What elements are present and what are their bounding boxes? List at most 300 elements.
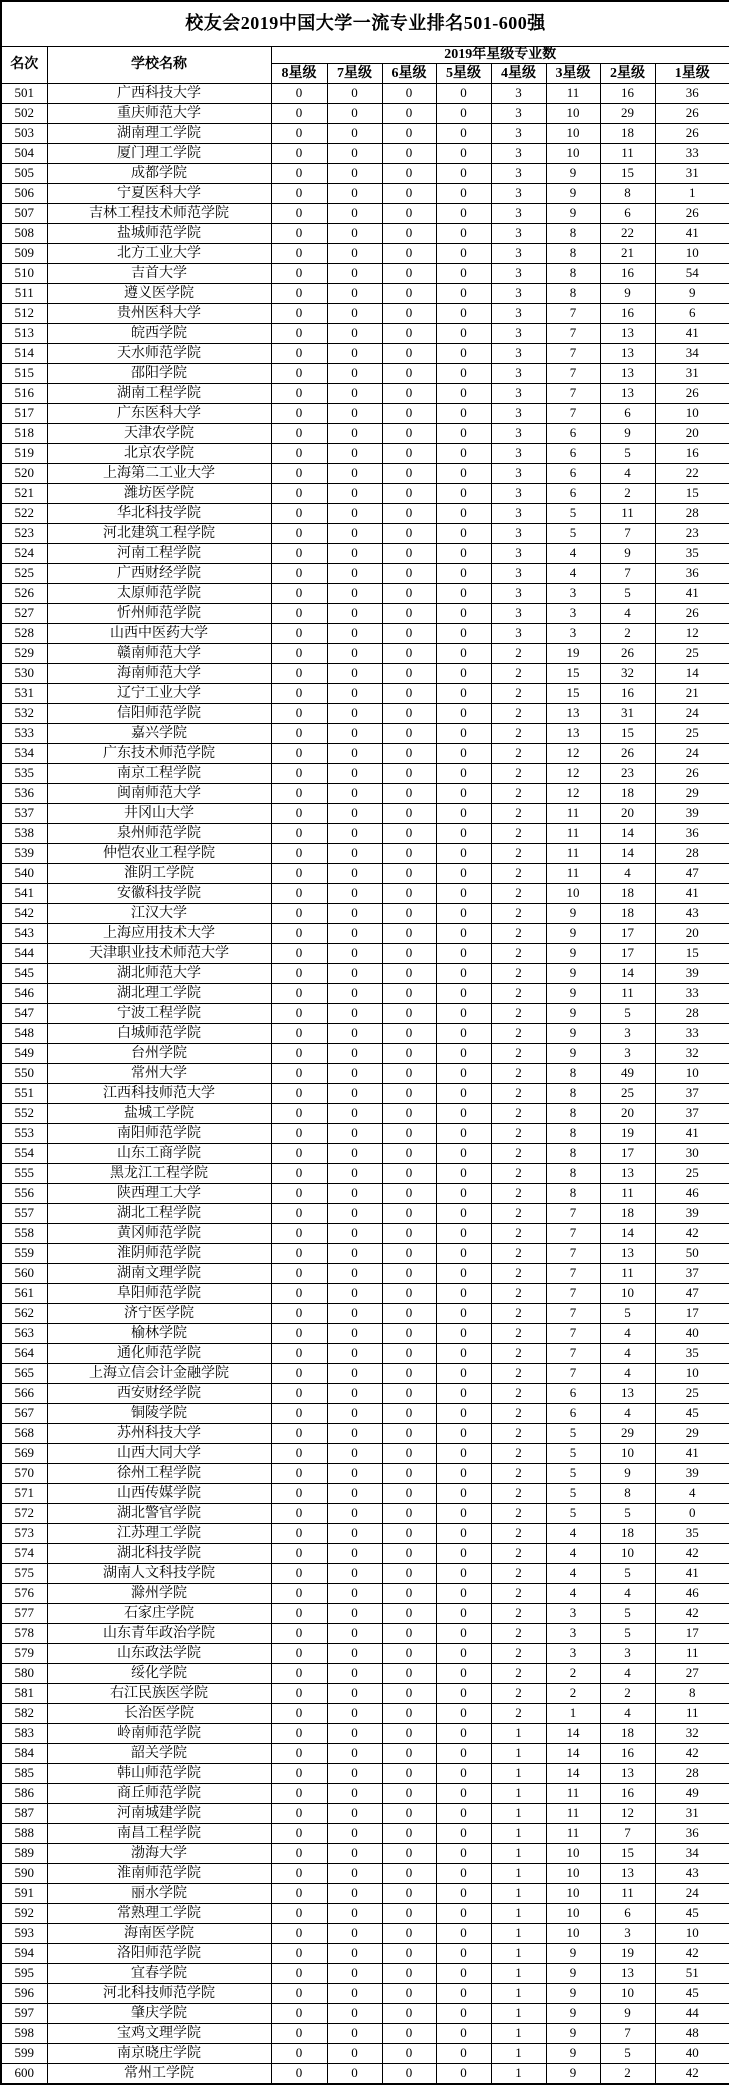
- school-name-cell: 海南师范大学: [47, 664, 271, 684]
- star-count-cell: 2: [491, 1004, 546, 1024]
- star-count-cell: 0: [436, 504, 491, 524]
- star-count-cell: 5: [600, 1604, 655, 1624]
- star-count-cell: 3: [491, 164, 546, 184]
- table-row: [1, 1724, 729, 1744]
- star-count-cell: 0: [382, 1924, 436, 1944]
- star-count-cell: 0: [382, 2024, 436, 2044]
- rank-cell: 593: [1, 1924, 47, 1944]
- table-row: [1, 324, 729, 344]
- star-count-cell: 0: [271, 1224, 327, 1244]
- star-count-cell: 0: [382, 1704, 436, 1724]
- school-name-cell: 石家庄学院: [47, 1604, 271, 1624]
- star-count-cell: 36: [655, 564, 729, 584]
- star-count-cell: 4: [600, 1404, 655, 1424]
- star-count-cell: 2: [491, 964, 546, 984]
- star-count-cell: 0: [436, 1864, 491, 1884]
- star-count-cell: 7: [546, 1264, 600, 1284]
- rank-cell: 505: [1, 164, 47, 184]
- star-count-cell: 0: [271, 444, 327, 464]
- star-count-cell: 0: [382, 1464, 436, 1484]
- star-count-cell: 0: [436, 1024, 491, 1044]
- star-count-cell: 0: [271, 84, 327, 104]
- star-count-cell: 10: [546, 104, 600, 124]
- star-count-cell: 0: [327, 264, 382, 284]
- star-count-cell: 0: [327, 564, 382, 584]
- school-name-cell: 黄冈师范学院: [47, 1224, 271, 1244]
- star-count-cell: 0: [327, 1624, 382, 1644]
- star-count-cell: 50: [655, 1244, 729, 1264]
- table-row: [1, 1404, 729, 1424]
- star-count-cell: 0: [271, 1104, 327, 1124]
- star-count-cell: 0: [436, 424, 491, 444]
- star-count-cell: 1: [491, 1844, 546, 1864]
- star-count-cell: 0: [436, 1564, 491, 1584]
- star-count-cell: 0: [436, 2044, 491, 2064]
- star-count-cell: 32: [600, 664, 655, 684]
- star-count-cell: 5: [600, 2044, 655, 2064]
- star-count-cell: 10: [655, 244, 729, 264]
- star-count-cell: 1: [491, 1924, 546, 1944]
- star-count-cell: 0: [382, 244, 436, 264]
- star-count-cell: 2: [491, 744, 546, 764]
- star-count-cell: 21: [655, 684, 729, 704]
- star-count-cell: 0: [382, 444, 436, 464]
- star-count-cell: 0: [382, 404, 436, 424]
- school-name-cell: 广东医科大学: [47, 404, 271, 424]
- star-count-cell: 0: [327, 1764, 382, 1784]
- star-count-cell: 3: [491, 624, 546, 644]
- star-count-cell: 13: [600, 1864, 655, 1884]
- star-count-cell: 0: [271, 2024, 327, 2044]
- rank-cell: 531: [1, 684, 47, 704]
- star-count-cell: 0: [436, 404, 491, 424]
- table-row: [1, 1124, 729, 1144]
- star-count-cell: 29: [600, 1424, 655, 1444]
- star-count-cell: 0: [382, 1144, 436, 1164]
- star-count-cell: 0: [436, 184, 491, 204]
- star-count-cell: 5: [546, 1464, 600, 1484]
- star-count-cell: 40: [655, 2044, 729, 2064]
- star-count-cell: 0: [271, 1144, 327, 1164]
- star-count-cell: 0: [271, 1004, 327, 1024]
- school-name-cell: 嘉兴学院: [47, 724, 271, 744]
- star-count-cell: 0: [436, 1904, 491, 1924]
- star-count-cell: 0: [327, 324, 382, 344]
- school-name-cell: 陕西理工大学: [47, 1184, 271, 1204]
- star-count-cell: 19: [546, 644, 600, 664]
- star-count-cell: 2: [491, 1144, 546, 1164]
- star-count-cell: 2: [491, 1464, 546, 1484]
- star-count-cell: 0: [382, 1424, 436, 1444]
- star-count-cell: 7: [546, 344, 600, 364]
- star-count-cell: 0: [327, 1904, 382, 1924]
- rank-cell: 579: [1, 1644, 47, 1664]
- star-count-cell: 13: [546, 704, 600, 724]
- star-count-cell: 48: [655, 2024, 729, 2044]
- table-row: [1, 1464, 729, 1484]
- star-count-cell: 0: [327, 404, 382, 424]
- star-count-cell: 25: [600, 1084, 655, 1104]
- star-count-cell: 7: [600, 2024, 655, 2044]
- star-count-cell: 0: [436, 1504, 491, 1524]
- star-count-cell: 3: [491, 304, 546, 324]
- star-count-cell: 16: [600, 1744, 655, 1764]
- star-count-cell: 0: [327, 724, 382, 744]
- star-count-cell: 0: [327, 1884, 382, 1904]
- star-count-cell: 2: [491, 1364, 546, 1384]
- star-count-cell: 18: [600, 124, 655, 144]
- rank-cell: 513: [1, 324, 47, 344]
- table-row: [1, 944, 729, 964]
- star-count-cell: 0: [436, 1244, 491, 1264]
- star-count-cell: 0: [271, 144, 327, 164]
- star-count-cell: 9: [546, 184, 600, 204]
- star-count-cell: 0: [271, 964, 327, 984]
- star-count-cell: 18: [600, 1524, 655, 1544]
- rank-cell: 534: [1, 744, 47, 764]
- table-row: [1, 1544, 729, 1564]
- star-count-cell: 11: [546, 1784, 600, 1804]
- star-count-cell: 0: [382, 1604, 436, 1624]
- rank-cell: 532: [1, 704, 47, 724]
- star-count-cell: 2: [491, 1044, 546, 1064]
- star-count-cell: 18: [600, 1724, 655, 1744]
- star-count-cell: 14: [600, 824, 655, 844]
- star-count-cell: 0: [382, 644, 436, 664]
- star-count-cell: 2: [491, 884, 546, 904]
- star-count-cell: 0: [327, 1204, 382, 1224]
- star-count-cell: 10: [546, 144, 600, 164]
- star-count-cell: 41: [655, 324, 729, 344]
- table-row: [1, 1364, 729, 1384]
- table-row: [1, 964, 729, 984]
- star-count-cell: 0: [327, 784, 382, 804]
- table-row: [1, 624, 729, 644]
- star-count-cell: 0: [382, 304, 436, 324]
- star-count-cell: 15: [546, 684, 600, 704]
- school-name-cell: 山东工商学院: [47, 1144, 271, 1164]
- star-count-cell: 3: [491, 324, 546, 344]
- star-count-cell: 3: [546, 624, 600, 644]
- school-name-cell: 河南工程学院: [47, 544, 271, 564]
- star-count-cell: 1: [491, 1964, 546, 1984]
- star-count-cell: 2: [491, 1644, 546, 1664]
- star-count-cell: 3: [491, 444, 546, 464]
- school-name-cell: 河南城建学院: [47, 1804, 271, 1824]
- table-row: [1, 1344, 729, 1364]
- star-count-cell: 8: [655, 1684, 729, 1704]
- star-count-cell: 2: [491, 1124, 546, 1144]
- rank-cell: 509: [1, 244, 47, 264]
- star-count-cell: 2: [491, 904, 546, 924]
- star-count-cell: 0: [327, 1924, 382, 1944]
- rank-cell: 542: [1, 904, 47, 924]
- star-count-cell: 28: [655, 1004, 729, 1024]
- star-count-cell: 0: [436, 484, 491, 504]
- star-count-cell: 0: [271, 884, 327, 904]
- star-count-cell: 11: [600, 984, 655, 1004]
- star-count-cell: 0: [382, 1864, 436, 1884]
- star-count-cell: 0: [436, 844, 491, 864]
- table-row: [1, 1984, 729, 2004]
- table-row: [1, 1944, 729, 1964]
- star-count-cell: 2: [491, 764, 546, 784]
- table-row: [1, 1804, 729, 1824]
- table-row: [1, 1004, 729, 1024]
- rank-cell: 591: [1, 1884, 47, 1904]
- star-count-cell: 45: [655, 1984, 729, 2004]
- star-count-cell: 0: [382, 1984, 436, 2004]
- star-count-cell: 0: [271, 524, 327, 544]
- star-count-cell: 6: [546, 424, 600, 444]
- star-count-cell: 26: [655, 204, 729, 224]
- star-count-cell: 0: [382, 744, 436, 764]
- col-header-rank: 名次: [1, 47, 47, 84]
- star-count-cell: 8: [546, 244, 600, 264]
- star-count-cell: 2: [491, 844, 546, 864]
- star-count-cell: 0: [327, 1744, 382, 1764]
- star-count-cell: 2: [491, 1184, 546, 1204]
- school-name-cell: 济宁医学院: [47, 1304, 271, 1324]
- star-count-cell: 0: [327, 624, 382, 644]
- star-count-cell: 5: [600, 1304, 655, 1324]
- star-count-cell: 0: [436, 764, 491, 784]
- star-count-cell: 0: [271, 1764, 327, 1784]
- star-count-cell: 2: [600, 624, 655, 644]
- table-row: [1, 984, 729, 1004]
- table-row: [1, 1104, 729, 1124]
- star-count-cell: 0: [436, 1624, 491, 1644]
- star-count-cell: 0: [327, 1544, 382, 1564]
- star-count-cell: 0: [382, 2064, 436, 2084]
- star-count-cell: 0: [382, 344, 436, 364]
- star-count-cell: 0: [327, 904, 382, 924]
- star-count-cell: 2: [491, 1104, 546, 1124]
- table-row: [1, 84, 729, 104]
- star-count-cell: 0: [436, 544, 491, 564]
- rank-cell: 590: [1, 1864, 47, 1884]
- star-count-cell: 34: [655, 1844, 729, 1864]
- star-count-cell: 0: [327, 1044, 382, 1064]
- star-count-cell: 4: [600, 464, 655, 484]
- rank-cell: 510: [1, 264, 47, 284]
- table-row: [1, 744, 729, 764]
- star-count-cell: 0: [382, 1484, 436, 1504]
- star-count-cell: 0: [436, 2064, 491, 2084]
- rank-cell: 514: [1, 344, 47, 364]
- star-count-cell: 0: [271, 1924, 327, 1944]
- star-count-cell: 0: [271, 1424, 327, 1444]
- star-count-cell: 0: [382, 1384, 436, 1404]
- star-count-cell: 2: [491, 1024, 546, 1044]
- school-name-cell: 榆林学院: [47, 1324, 271, 1344]
- star-count-cell: 9: [546, 1044, 600, 1064]
- star-count-cell: 45: [655, 1404, 729, 1424]
- rank-cell: 501: [1, 84, 47, 104]
- star-count-cell: 9: [546, 964, 600, 984]
- star-count-cell: 0: [271, 724, 327, 744]
- star-count-cell: 0: [382, 564, 436, 584]
- table-row: [1, 924, 729, 944]
- table-row: [1, 1424, 729, 1444]
- star-count-cell: 0: [271, 864, 327, 884]
- star-count-cell: 0: [436, 824, 491, 844]
- star-count-cell: 0: [655, 1504, 729, 1524]
- star-count-cell: 0: [327, 1264, 382, 1284]
- school-name-cell: 河北建筑工程学院: [47, 524, 271, 544]
- star-count-cell: 2: [491, 1164, 546, 1184]
- star-count-cell: 0: [382, 424, 436, 444]
- rank-cell: 586: [1, 1784, 47, 1804]
- star-count-cell: 2: [491, 1584, 546, 1604]
- rank-cell: 563: [1, 1324, 47, 1344]
- star-count-cell: 28: [655, 844, 729, 864]
- star-count-cell: 0: [382, 1884, 436, 1904]
- star-count-cell: 0: [436, 664, 491, 684]
- star-count-cell: 25: [655, 1164, 729, 1184]
- school-name-cell: 华北科技学院: [47, 504, 271, 524]
- star-count-cell: 0: [436, 104, 491, 124]
- star-count-cell: 4: [600, 604, 655, 624]
- star-count-cell: 3: [491, 584, 546, 604]
- star-count-cell: 5: [600, 1504, 655, 1524]
- rank-cell: 573: [1, 1524, 47, 1544]
- table-row: [1, 1044, 729, 1064]
- star-count-cell: 5: [600, 1564, 655, 1584]
- table-row: [1, 1644, 729, 1664]
- star-count-cell: 0: [436, 704, 491, 724]
- star-count-cell: 7: [546, 1284, 600, 1304]
- star-count-cell: 2: [491, 1664, 546, 1684]
- rank-cell: 547: [1, 1004, 47, 1024]
- star-count-cell: 0: [436, 364, 491, 384]
- star-count-cell: 0: [382, 1744, 436, 1764]
- star-count-cell: 0: [327, 1144, 382, 1164]
- star-count-cell: 0: [327, 1784, 382, 1804]
- star-count-cell: 3: [491, 604, 546, 624]
- rank-cell: 558: [1, 1224, 47, 1244]
- star-count-cell: 9: [546, 1024, 600, 1044]
- col-header-school: 学校名称: [47, 47, 271, 84]
- star-count-cell: 3: [491, 544, 546, 564]
- star-count-cell: 3: [491, 384, 546, 404]
- star-count-cell: 1: [546, 1704, 600, 1724]
- table-row: [1, 1904, 729, 1924]
- star-count-cell: 3: [546, 604, 600, 624]
- star-count-cell: 0: [382, 924, 436, 944]
- star-count-cell: 0: [436, 1744, 491, 1764]
- star-count-cell: 0: [382, 1304, 436, 1324]
- star-count-cell: 3: [491, 464, 546, 484]
- table-row: [1, 1244, 729, 1264]
- star-count-cell: 0: [382, 1124, 436, 1144]
- star-count-cell: 3: [491, 404, 546, 424]
- star-count-cell: 0: [382, 1824, 436, 1844]
- rank-cell: 522: [1, 504, 47, 524]
- rank-cell: 568: [1, 1424, 47, 1444]
- star-count-cell: 7: [546, 384, 600, 404]
- star-count-cell: 1: [491, 1884, 546, 1904]
- star-count-cell: 3: [600, 1044, 655, 1064]
- star-count-cell: 0: [436, 444, 491, 464]
- star-count-cell: 8: [546, 264, 600, 284]
- school-name-cell: 辽宁工业大学: [47, 684, 271, 704]
- star-count-cell: 0: [271, 384, 327, 404]
- star-count-cell: 0: [382, 104, 436, 124]
- star-count-cell: 0: [436, 684, 491, 704]
- school-name-cell: 遵义医学院: [47, 284, 271, 304]
- rank-cell: 515: [1, 364, 47, 384]
- table-row: [1, 684, 729, 704]
- star-count-cell: 10: [655, 1064, 729, 1084]
- star-count-cell: 3: [491, 564, 546, 584]
- rank-cell: 599: [1, 2044, 47, 2064]
- star-count-cell: 0: [271, 204, 327, 224]
- star-count-cell: 0: [382, 1164, 436, 1184]
- star-count-cell: 19: [600, 1944, 655, 1964]
- star-count-cell: 11: [546, 864, 600, 884]
- star-count-cell: 0: [436, 604, 491, 624]
- star-count-cell: 0: [436, 1204, 491, 1224]
- star-count-cell: 15: [655, 944, 729, 964]
- table-row: [1, 804, 729, 824]
- star-count-cell: 30: [655, 1144, 729, 1164]
- star-count-cell: 0: [382, 1644, 436, 1664]
- rank-cell: 570: [1, 1464, 47, 1484]
- star-count-cell: 0: [271, 1984, 327, 2004]
- table-row: [1, 244, 729, 264]
- star-count-cell: 0: [382, 984, 436, 1004]
- star-count-cell: 0: [382, 264, 436, 284]
- star-count-cell: 0: [327, 1404, 382, 1424]
- star-count-cell: 8: [546, 284, 600, 304]
- school-name-cell: 绥化学院: [47, 1664, 271, 1684]
- col-header-8star: 8星级: [271, 64, 327, 84]
- star-count-cell: 3: [491, 484, 546, 504]
- star-count-cell: 13: [600, 344, 655, 364]
- star-count-cell: 0: [436, 1364, 491, 1384]
- star-count-cell: 0: [271, 1904, 327, 1924]
- star-count-cell: 0: [382, 1364, 436, 1384]
- star-count-cell: 12: [546, 764, 600, 784]
- school-name-cell: 黑龙江工程学院: [47, 1164, 271, 1184]
- star-count-cell: 0: [327, 444, 382, 464]
- star-count-cell: 0: [382, 224, 436, 244]
- col-header-7star: 7星级: [327, 64, 382, 84]
- star-count-cell: 0: [436, 524, 491, 544]
- star-count-cell: 0: [327, 284, 382, 304]
- school-name-cell: 湖南理工学院: [47, 124, 271, 144]
- star-count-cell: 14: [546, 1724, 600, 1744]
- star-count-cell: 0: [271, 124, 327, 144]
- star-count-cell: 13: [600, 1964, 655, 1984]
- star-count-cell: 0: [271, 664, 327, 684]
- star-count-cell: 5: [600, 584, 655, 604]
- star-count-cell: 4: [600, 1344, 655, 1364]
- star-count-cell: 13: [546, 724, 600, 744]
- star-count-cell: 3: [491, 344, 546, 364]
- star-count-cell: 18: [600, 884, 655, 904]
- star-count-cell: 26: [655, 124, 729, 144]
- table-row: [1, 2024, 729, 2044]
- star-count-cell: 46: [655, 1584, 729, 1604]
- star-count-cell: 0: [327, 1444, 382, 1464]
- star-count-cell: 0: [327, 1384, 382, 1404]
- star-count-cell: 0: [436, 1444, 491, 1464]
- star-count-cell: 8: [600, 184, 655, 204]
- star-count-cell: 36: [655, 824, 729, 844]
- star-count-cell: 14: [546, 1744, 600, 1764]
